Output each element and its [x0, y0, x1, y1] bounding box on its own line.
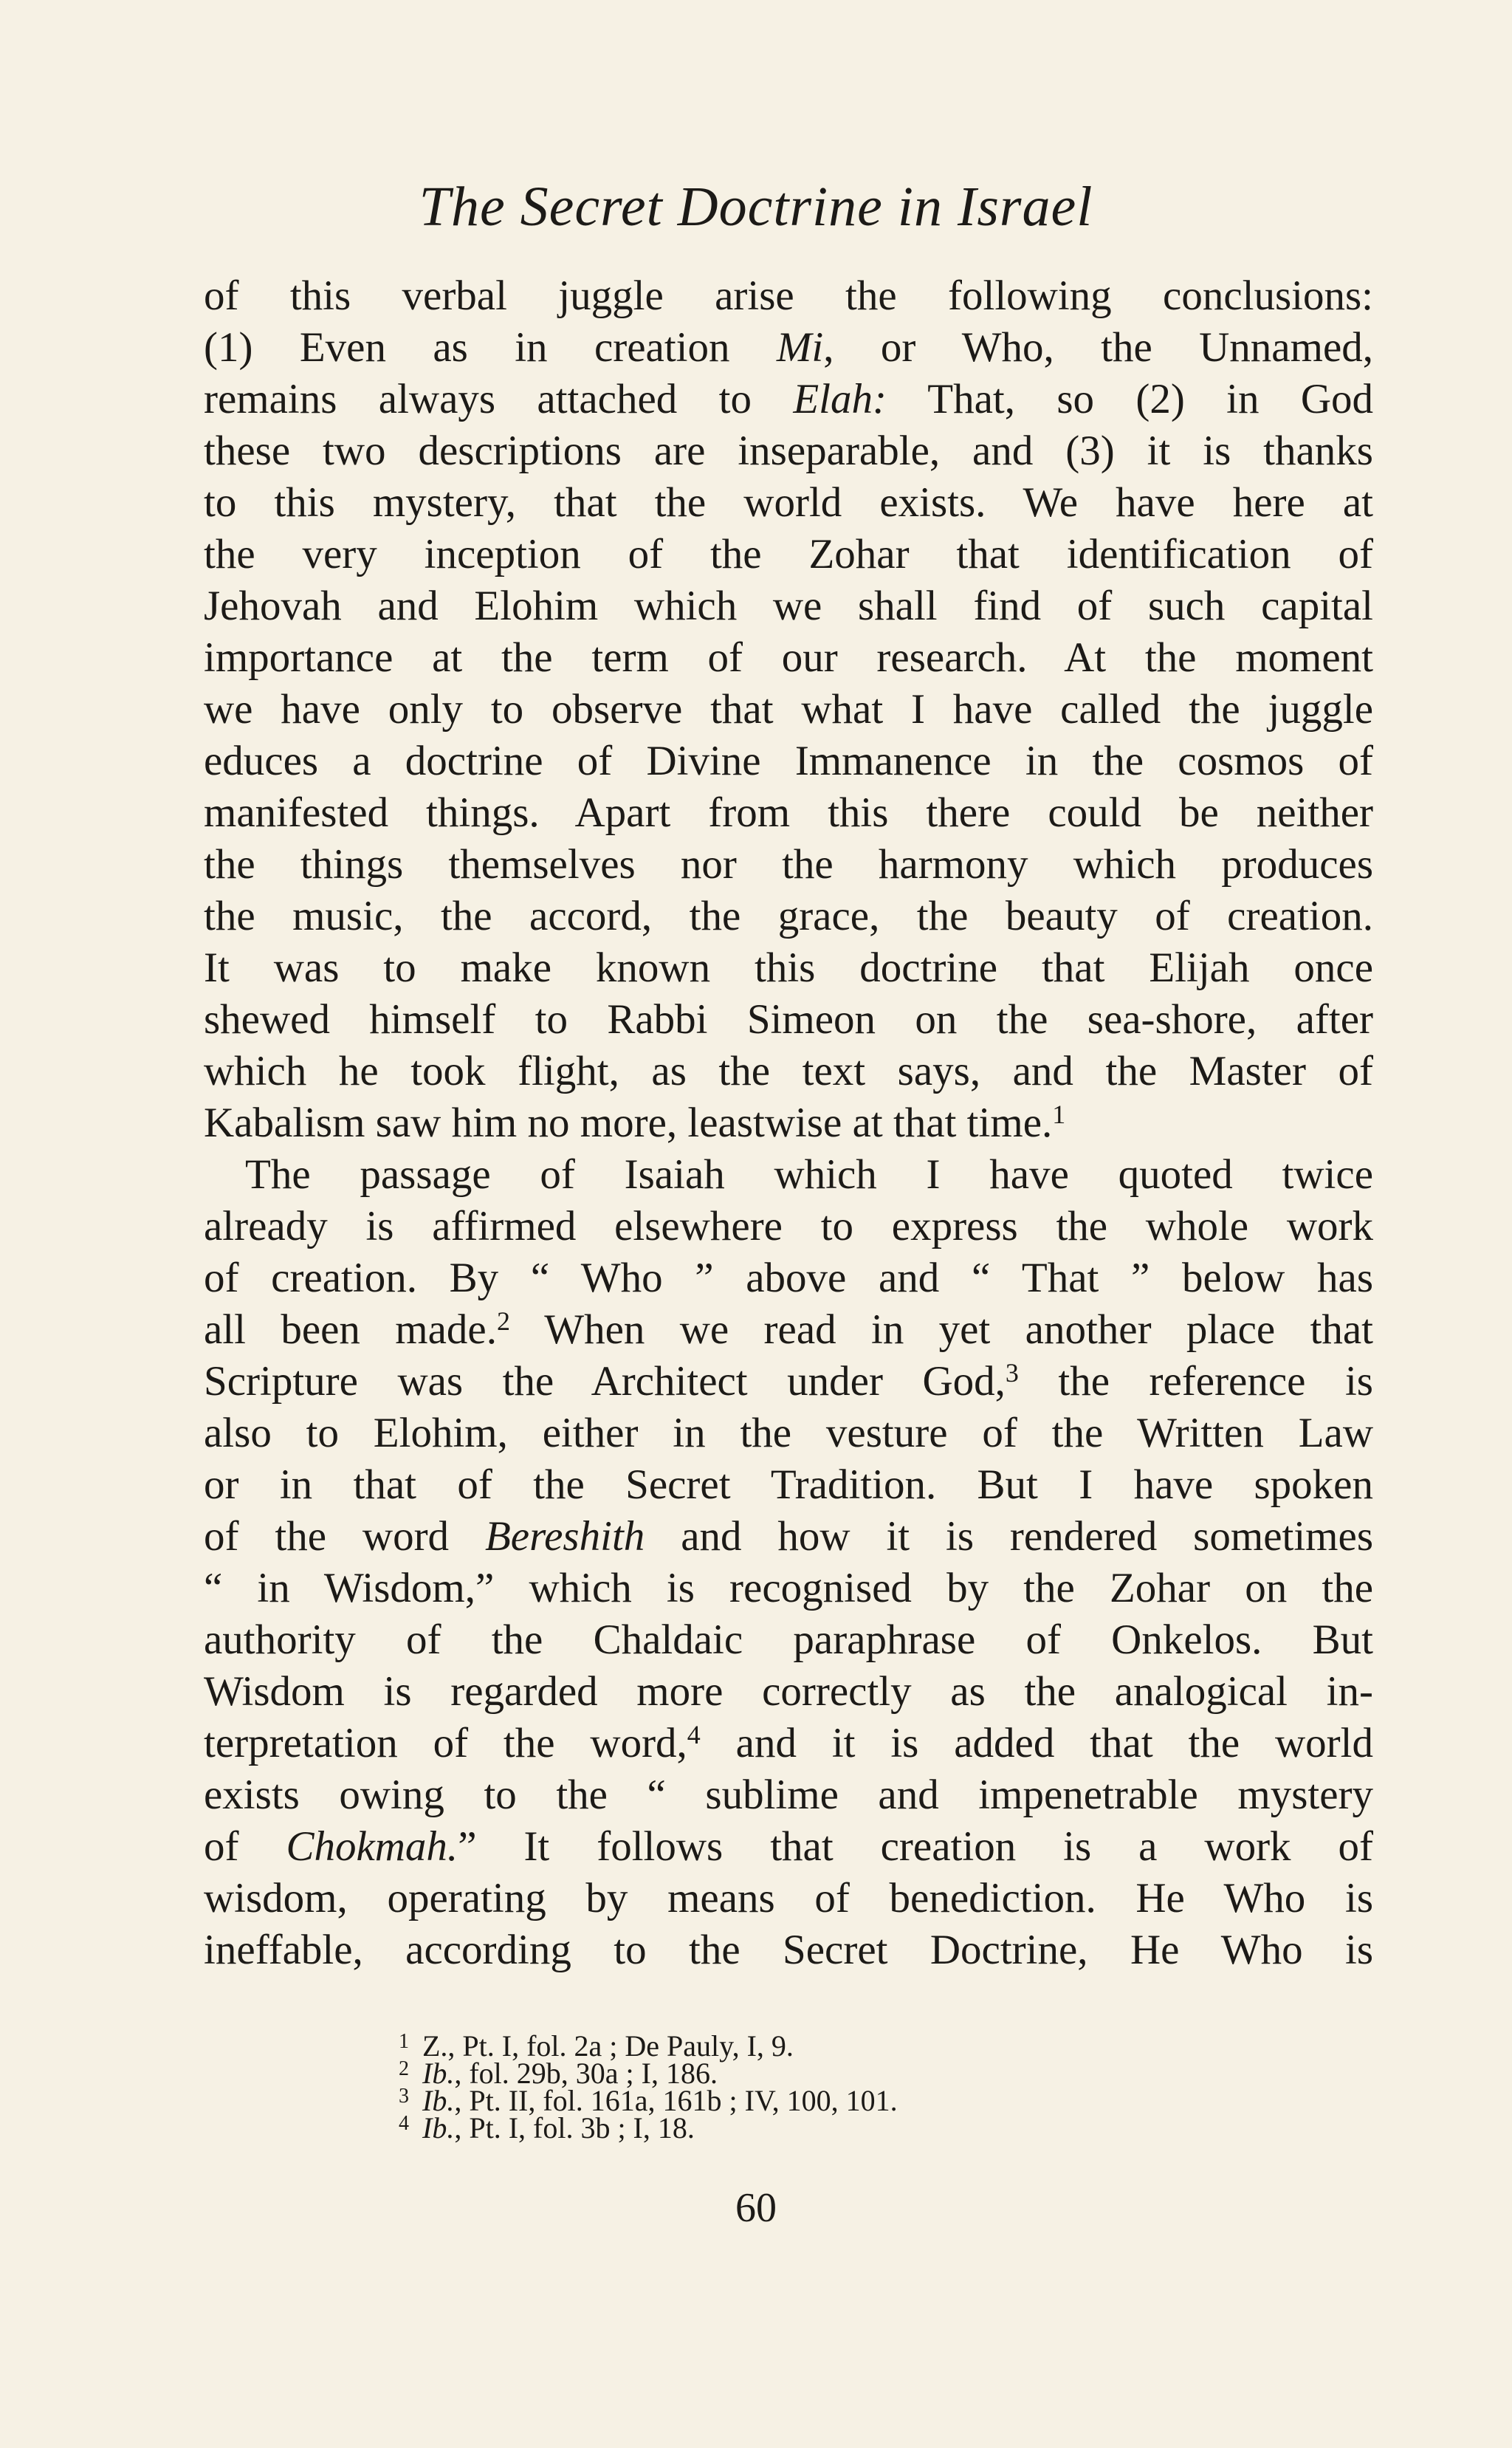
text-run: all been made. — [204, 1306, 497, 1353]
text-run: “ in Wisdom,” which is recognised by the Zohar on the — [204, 1565, 1373, 1611]
text-line — [204, 1149, 1373, 1201]
text-run: When we read in yet another place that — [509, 1306, 1373, 1353]
italic-text: Chokmah. — [286, 1823, 458, 1870]
text-run: the reference is — [1018, 1358, 1373, 1405]
text-line — [204, 839, 1373, 891]
text-run: which he took flight, as the text says, and the Master of — [204, 1048, 1373, 1094]
footnote-reference: 2 — [496, 1306, 510, 1336]
footnote-marker: 2 — [399, 2057, 409, 2080]
text-run: , Pt. I, fol. 3b ; I, 18. — [454, 2111, 695, 2144]
page-number: 60 — [735, 2185, 777, 2231]
text-line — [204, 1718, 1373, 1769]
text-line — [204, 580, 1373, 632]
text-line — [204, 994, 1373, 1046]
text-line — [204, 1356, 1373, 1408]
footnote — [399, 2029, 1137, 2063]
text-line — [204, 1614, 1373, 1666]
text-line — [204, 374, 1373, 425]
text-line — [204, 1666, 1373, 1718]
text-line — [204, 684, 1373, 736]
italic-text: Bereshith — [484, 1513, 645, 1560]
text-run: , Pt. II, fol. 161a, 161b ; IV, 100, 101. — [454, 2084, 898, 2117]
italic-text: Ib. — [422, 2111, 455, 2144]
text-run: to this mystery, that the world exists. We have here at — [204, 479, 1373, 526]
running-head: The Secret Doctrine in Israel — [419, 176, 1093, 238]
text-run: the very inception of the Zohar that identification of — [204, 531, 1373, 577]
text-line — [204, 270, 1373, 322]
text-line — [204, 1408, 1373, 1459]
italic-text: Mi — [776, 324, 824, 371]
text-run: or in that of the Secret Tradition. But I have spoken — [204, 1461, 1373, 1508]
footnote-marker: 1 — [399, 2030, 409, 2053]
italic-text: Ib. — [422, 2084, 455, 2117]
text-line — [204, 1097, 1373, 1149]
text-run: and how it is rendered sometimes — [645, 1513, 1373, 1560]
text-line — [204, 425, 1373, 477]
text-run: authority of the Chaldaic paraphrase of Onkelos. But — [204, 1616, 1373, 1663]
text-line — [204, 1924, 1373, 1976]
text-line — [204, 1821, 1373, 1873]
text-run: ineffable, according to the Secret Doctrine, He Who is — [204, 1927, 1373, 1973]
footnotes — [399, 2029, 1137, 2144]
text-run: , or Who, the Unnamed, — [823, 324, 1373, 371]
text-run: shewed himself to Rabbi Simeon on the sea-shore, after — [204, 996, 1373, 1043]
text-run: Jehovah and Elohim which we shall find of such capital — [204, 583, 1373, 629]
text-line — [204, 1201, 1373, 1252]
text-run: and it is added that the world — [700, 1720, 1373, 1766]
text-run: ” It follows that creation is a work of — [458, 1823, 1373, 1870]
text-line — [204, 1304, 1373, 1356]
body-text — [204, 270, 1373, 1976]
text-line — [204, 1563, 1373, 1614]
footnote — [399, 2084, 1137, 2117]
text-run: Wisdom is regarded more correctly as the analogical in- — [204, 1668, 1373, 1715]
text-run: terpretation of the word, — [204, 1720, 687, 1766]
text-run: of — [204, 1823, 286, 1870]
text-line — [204, 1252, 1373, 1304]
text-run: (1) Even as in creation — [204, 324, 777, 371]
text-run: Z., Pt. I, fol. 2a ; De Pauly, I, 9. — [422, 2029, 794, 2063]
text-line — [204, 632, 1373, 684]
footnote — [399, 2057, 1137, 2090]
footnote-reference: 1 — [1052, 1100, 1066, 1129]
text-line — [204, 1046, 1373, 1097]
text-run: these two descriptions are inseparable, and (3) it is thanks — [204, 428, 1373, 474]
footnote-reference: 4 — [687, 1720, 701, 1749]
text-run: already is affirmed elsewhere to express the whole work — [204, 1203, 1373, 1249]
text-run: educes a doctrine of Divine Immanence in the cosmos of — [204, 738, 1373, 784]
text-run: of the word — [204, 1513, 485, 1560]
text-run: The passage of Isaiah which I have quoted twice — [245, 1151, 1373, 1198]
text-line — [204, 529, 1373, 580]
text-line — [204, 1769, 1373, 1821]
text-line — [204, 891, 1373, 942]
footnote — [399, 2111, 1137, 2144]
text-line — [204, 322, 1373, 374]
text-run: Kabalism saw him no more, leastwise at that time. — [204, 1100, 1053, 1146]
text-line — [204, 942, 1373, 994]
text-run: exists owing to the “ sublime and impenetrable mystery — [204, 1772, 1373, 1818]
text-line — [204, 1459, 1373, 1511]
text-run: also to Elohim, either in the vesture of the Written Law — [204, 1410, 1373, 1456]
footnote-marker: 3 — [399, 2085, 409, 2108]
italic-text: Elah: — [793, 376, 887, 422]
text-run: importance at the term of our research. At the moment — [204, 634, 1373, 681]
text-run: we have only to observe that what I have called the juggle — [204, 686, 1373, 733]
text-run: of creation. By “ Who ” above and “ That ” below has — [204, 1255, 1373, 1301]
text-line — [204, 736, 1373, 787]
footnote-marker: 4 — [399, 2112, 409, 2135]
text-run: That, so (2) in God — [886, 376, 1373, 422]
italic-text: Ib. — [422, 2057, 455, 2090]
text-line — [204, 787, 1373, 839]
text-run: manifested things. Apart from this there could be neither — [204, 789, 1373, 836]
text-line — [204, 477, 1373, 529]
text-run: the music, the accord, the grace, the beauty of creation. — [204, 893, 1373, 939]
text-run: Scripture was the Architect under God, — [204, 1358, 1006, 1405]
text-run: remains always attached to — [204, 376, 794, 422]
text-line — [204, 1873, 1373, 1924]
text-run: It was to make known this doctrine that Elijah once — [204, 944, 1373, 991]
text-run: , fol. 29b, 30a ; I, 186. — [454, 2057, 718, 2090]
text-line — [204, 1511, 1373, 1563]
text-run: wisdom, operating by means of benediction. He Who is — [204, 1875, 1373, 1921]
footnote-reference: 3 — [1005, 1358, 1019, 1388]
text-run: of this verbal juggle arise the following conclusions: — [204, 272, 1373, 319]
text-run: the things themselves nor the harmony which produces — [204, 841, 1373, 888]
